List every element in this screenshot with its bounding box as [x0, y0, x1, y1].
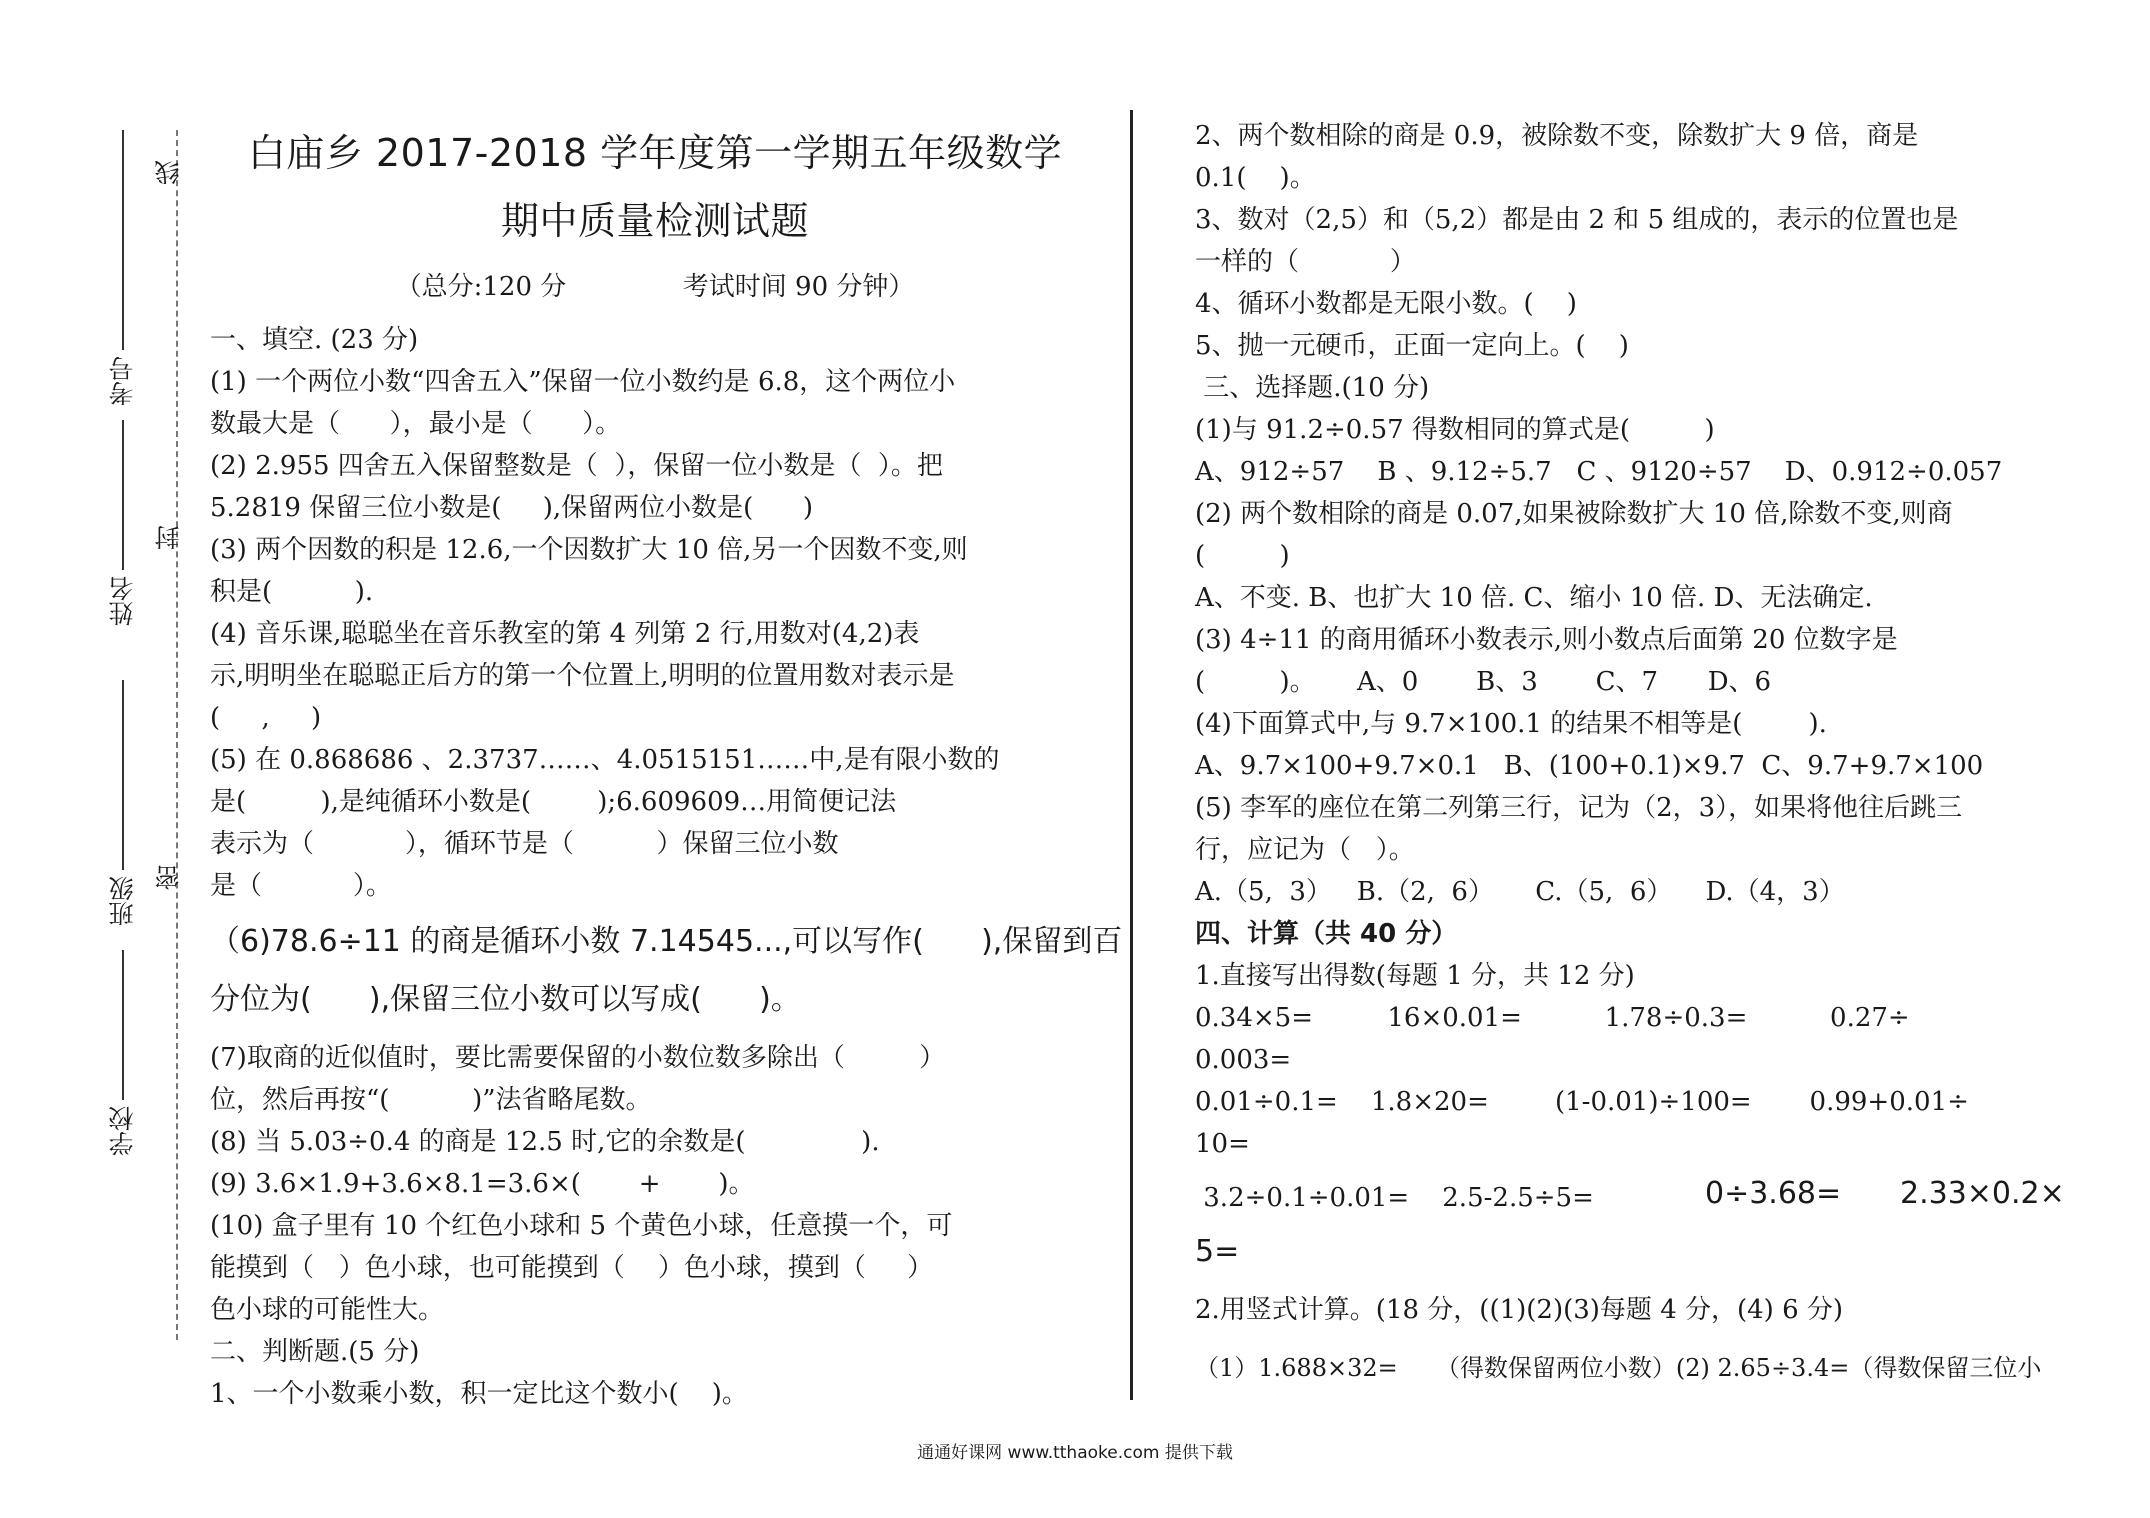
exam-number-field[interactable]: [110, 130, 135, 406]
column-divider: [1130, 110, 1133, 1400]
question-line: 0÷3.68=: [1705, 1176, 1842, 1211]
question-line: ( , ): [210, 703, 322, 733]
question-line: (7)取商的近似值时，要比需要保留的小数位数多除出（ ）: [210, 1043, 946, 1073]
question-line: 积是( ).: [210, 577, 374, 607]
school-label: 学校: [108, 1106, 137, 1156]
question-line: 一样的（ ）: [1195, 247, 1416, 277]
binding-dashed-line: [176, 130, 178, 1340]
question-line: 5.2819 保留三位小数是( ),保留两位小数是( ): [210, 493, 813, 523]
question-line: 3、数对（2,5）和（5,2）都是由 2 和 5 组成的，表示的位置也是: [1195, 205, 1959, 235]
question-line: 分位为( ),保留三位小数可以写成( )。: [210, 982, 801, 1017]
footer-source: 通通好课网 www.tthaoke.com 提供下载: [917, 1443, 1233, 1463]
question-line: (2) 两个数相除的商是 0.07,如果被除数扩大 10 倍,除数不变,则商: [1195, 499, 1953, 529]
question-line: 行，应记为（ ）。: [1195, 835, 1415, 865]
question-line: 色小球的可能性大。: [210, 1295, 445, 1325]
exam-meta: [210, 266, 1100, 303]
class-label: 班级: [108, 876, 137, 926]
exam-subtitle: 期中质量检测试题: [500, 199, 809, 243]
binding-label-mi: 密: [154, 865, 183, 890]
section-3-heading: 三、选择题.(10 分): [1195, 373, 1430, 403]
question-line: 2.用竖式计算。(18 分，((1)(2)(3)每题 4 分，(4) 6 分): [1195, 1295, 1844, 1325]
exam-title: 白庙乡 2017-2018 学年度第一学期五年级数学: [247, 131, 1063, 175]
exam-time: 考试时间 90 分钟）: [682, 272, 915, 302]
question-line: 是( ),是纯循环小数是( );6.609609…用简便记法: [210, 787, 897, 817]
question-line: 能摸到（ ）色小球，也可能摸到（ ）色小球，摸到（ ）: [210, 1253, 934, 1283]
question-line: 2、两个数相除的商是 0.9，被除数不变，除数扩大 9 倍，商是: [1195, 121, 1919, 151]
question-line: 数最大是（ ），最小是（ ）。: [210, 409, 622, 439]
question-line: (3) 4÷11 的商用循环小数表示,则小数点后面第 20 位数字是: [1195, 625, 1898, 655]
question-line: (10) 盒子里有 10 个红色小球和 5 个黄色小球，任意摸一个，可: [210, 1211, 953, 1241]
question-line: 0.01÷0.1= 1.8×20= (1-0.01)÷100= 0.99+0.01÷: [1195, 1087, 1969, 1117]
student-name-label: 姓名: [108, 576, 137, 626]
student-name-field[interactable]: [110, 420, 135, 626]
binding-label-feng: 封: [154, 525, 183, 550]
question-line: ( ): [1195, 541, 1290, 571]
section-2-heading: 二、判断题.(5 分): [210, 1337, 420, 1367]
question-line: 示,明明坐在聪聪正后方的第一个位置上,明明的位置用数对表示是: [210, 661, 955, 691]
question-line: 位，然后再按“( )”法省略尾数。: [210, 1085, 652, 1115]
question-line: 是（ ）。: [210, 871, 392, 901]
total-score: （总分:120 分: [395, 272, 567, 302]
question-line: 1.直接写出得数(每题 1 分，共 12 分): [1195, 961, 1635, 991]
exam-number-label: 考号: [108, 356, 137, 406]
question-line: (4)下面算式中,与 9.7×100.1 的结果不相等是( ).: [1195, 709, 1827, 739]
question-line: 5=: [1195, 1234, 1240, 1269]
question-line: A、9.7×100+9.7×0.1 B、(100+0.1)×9.7 C、9.7+9.7×100: [1195, 751, 1984, 781]
question-line: ( )。 A、0 B、3 C、7 D、6: [1195, 667, 1772, 697]
question-line: （1）1.688×32= （得数保留两位小数）(2) 2.65÷3.4=（得数保留三位小: [1195, 1354, 2042, 1382]
question-line: 0.34×5= 16×0.01= 1.78÷0.3= 0.27÷: [1195, 1003, 1910, 1033]
question-line: 0.1( )。: [1195, 163, 1316, 193]
question-line: (1) 一个两位小数“四舍五入”保留一位小数约是 6.8，这个两位小: [210, 367, 956, 397]
section-1-heading: 一、填空. (23 分): [210, 325, 419, 355]
question-line: A、不变. B、也扩大 10 倍. C、缩小 10 倍. D、无法确定.: [1195, 583, 1873, 613]
question-line: 0.003=: [1195, 1045, 1292, 1075]
question-line: (2) 2.955 四舍五入保留整数是（ ），保留一位小数是（ ）。把: [210, 451, 943, 481]
question-line: （6)78.6÷11 的商是循环小数 7.14545...,可以写作( ),保留到百: [210, 924, 1123, 959]
question-line: (9) 3.6×1.9+3.6×8.1=3.6×( + )。: [210, 1169, 755, 1199]
question-line: A、912÷57 B 、9.12÷5.7 C 、9120÷57 D、0.912÷0.057: [1195, 457, 2003, 487]
section-4-heading: 四、计算（共 40 分）: [1195, 919, 1458, 949]
school-field[interactable]: [110, 950, 135, 1156]
question-line: 表示为（ ），循环节是（ ）保留三位小数: [210, 829, 839, 859]
question-line: 4、循环小数都是无限小数。( ): [1195, 289, 1577, 319]
question-line: 3.2÷0.1÷0.01= 2.5-2.5÷5=: [1195, 1183, 1594, 1213]
question-line: 5、抛一元硬币，正面一定向上。( ): [1195, 331, 1629, 361]
question-line: (5) 在 0.868686 、2.3737……、4.0515151……中,是有限小数的: [210, 745, 1000, 775]
question-line: 2.33×0.2×: [1900, 1176, 2065, 1211]
question-line: (3) 两个因数的积是 12.6,一个因数扩大 10 倍,另一个因数不变,则: [210, 535, 968, 565]
question-line: (5) 李军的座位在第二列第三行，记为（2，3），如果将他往后跳三: [1195, 793, 1963, 823]
question-line: A.（5, 3） B.（2, 6） C.（5, 6） D.（4，3）: [1195, 877, 1845, 907]
question-line: (8) 当 5.03÷0.4 的商是 12.5 时,它的余数是( ).: [210, 1127, 880, 1157]
question-line: 1、一个小数乘小数，积一定比这个数小( )。: [210, 1379, 748, 1409]
binding-label-xian: 线: [154, 160, 183, 185]
class-field[interactable]: [110, 680, 135, 926]
question-line: (4) 音乐课,聪聪坐在音乐教室的第 4 列第 2 行,用数对(4,2)表: [210, 619, 920, 649]
question-line: (1)与 91.2÷0.57 得数相同的算式是( ): [1195, 415, 1715, 445]
question-line: 10=: [1195, 1129, 1250, 1159]
